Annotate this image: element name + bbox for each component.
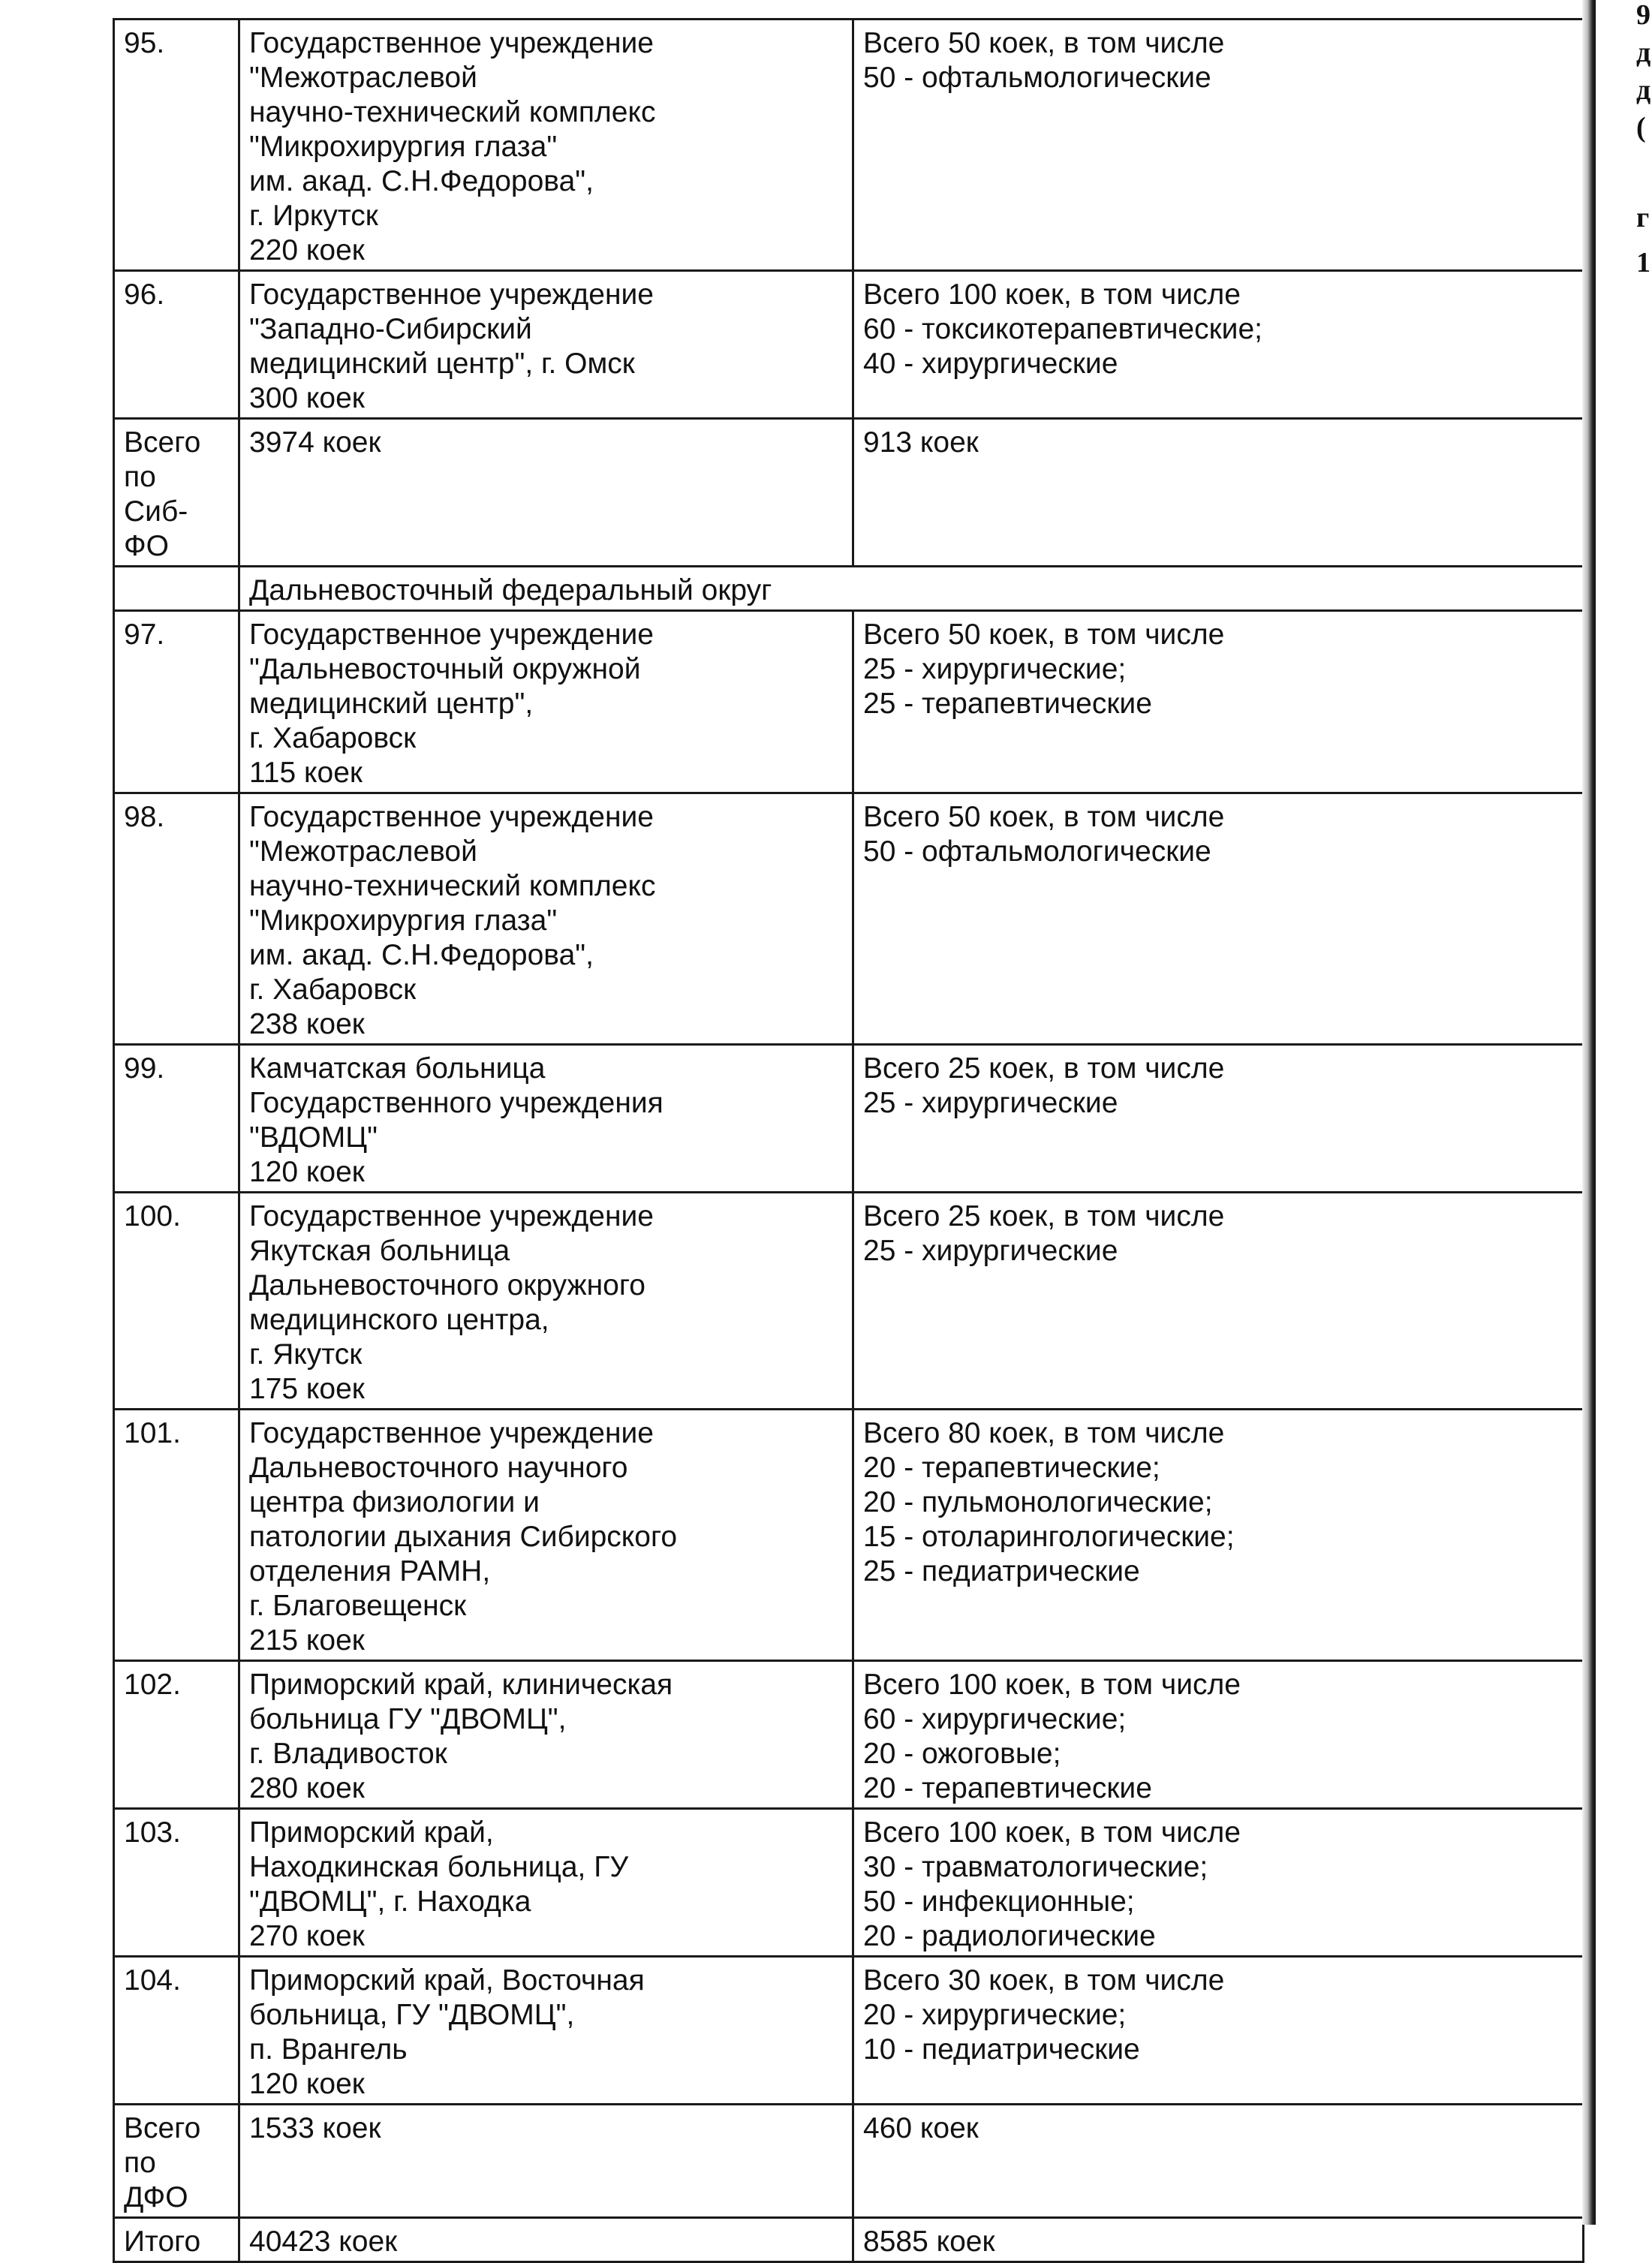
institution-cell: Государственное учреждение "Межотраслевой научно-технический комплекс "Микрохирургия глаза" им. акад. С.Н.Федорова", г. Хабаровск 238 коек — [239, 793, 853, 1045]
table-row — [114, 1045, 1584, 1193]
table-body — [114, 20, 1584, 2262]
beds-cell: Всего 50 коек, в том числе 25 - хирургические; 25 - терапевтические — [853, 611, 1584, 793]
row-number-cell — [114, 567, 239, 611]
institution-cell: Камчатская больница Государственного учреждения "ВДОМЦ" 120 коек — [239, 1045, 853, 1193]
row-number-cell: 96. — [114, 271, 239, 419]
beds-cell: Всего 25 коек, в том числе 25 - хирургические — [853, 1045, 1584, 1193]
row-number-cell: Всего по Сиб- ФО — [114, 419, 239, 567]
table-row — [114, 2218, 1584, 2262]
beds-cell: Всего 100 коек, в том числе 60 - токсикотерапевтические; 40 - хирургические — [853, 271, 1584, 419]
beds-cell: 913 коек — [853, 419, 1584, 567]
table-row — [114, 20, 1584, 271]
table-row — [114, 1193, 1584, 1410]
row-number-cell: Итого — [114, 2218, 239, 2262]
institution-cell: Государственное учреждение Якутская больница Дальневосточного окружного медицинского центра, г. Якутск 175 коек — [239, 1193, 853, 1410]
institution-cell: Приморский край, Восточная больница, ГУ "ДВОМЦ", п. Врангель 120 коек — [239, 1957, 853, 2105]
row-number-cell: Всего по ДФО — [114, 2105, 239, 2218]
row-number-cell: 103. — [114, 1809, 239, 1957]
table-row — [114, 1410, 1584, 1661]
institution-cell: Государственное учреждение "Межотраслевой научно-технический комплекс "Микрохирургия глаза" им. акад. С.Н.Федорова", г. Иркутск 220 коек — [239, 20, 853, 271]
institution-cell: 3974 коек — [239, 419, 853, 567]
table-row — [114, 1809, 1584, 1957]
edge-fragment: д — [1636, 74, 1651, 106]
institution-cell: 1533 коек — [239, 2105, 853, 2218]
row-number-cell: 97. — [114, 611, 239, 793]
beds-cell: Всего 80 коек, в том числе 20 - терапевтические; 20 - пульмонологические; 15 - отоларингологические; 25 - педиатрические — [853, 1410, 1584, 1661]
beds-cell: Всего 30 коек, в том числе 20 - хирургические; 10 - педиатрические — [853, 1957, 1584, 2105]
row-number-cell: 102. — [114, 1661, 239, 1809]
row-number-cell: 95. — [114, 20, 239, 271]
beds-cell: Всего 100 коек, в том числе 60 - хирургические; 20 - ожоговые; 20 - терапевтические — [853, 1661, 1584, 1809]
beds-cell: Всего 100 коек, в том числе 30 - травматологические; 50 - инфекционные; 20 - радиологические — [853, 1809, 1584, 1957]
beds-cell: Всего 50 коек, в том числе 50 - офтальмологические — [853, 793, 1584, 1045]
beds-cell: 8585 коек — [853, 2218, 1584, 2262]
row-number-cell: 100. — [114, 1193, 239, 1410]
institution-cell: Государственное учреждение "Западно-Сибирский медицинский центр", г. Омск 300 коек — [239, 271, 853, 419]
table-row — [114, 793, 1584, 1045]
table-row — [114, 1957, 1584, 2105]
institution-cell: Государственное учреждение Дальневосточного научного центра физиологии и патологии дыхания Сибирского отделения РАМН, г. Благовещенск 215 коек — [239, 1410, 853, 1661]
edge-fragment: г — [1636, 202, 1650, 233]
section-header-row — [114, 567, 1584, 611]
institution-cell: Приморский край, Находкинская больница, ГУ "ДВОМЦ", г. Находка 270 коек — [239, 1809, 853, 1957]
beds-cell: 460 коек — [853, 2105, 1584, 2218]
table-row — [114, 271, 1584, 419]
table-row — [114, 419, 1584, 567]
section-title: Дальневосточный федеральный округ — [239, 567, 1584, 611]
institution-cell: 40423 коек — [239, 2218, 853, 2262]
edge-fragment: 1 — [1636, 247, 1650, 278]
beds-cell: Всего 50 коек, в том числе 50 - офтальмологические — [853, 20, 1584, 271]
page-binding-shadow — [1582, 0, 1596, 2225]
edge-fragment: ( — [1636, 112, 1646, 143]
edge-fragment: 9 — [1636, 0, 1650, 31]
table-row — [114, 611, 1584, 793]
institution-cell: Государственное учреждение "Дальневосточный окружной медицинский центр", г. Хабаровск 115 коек — [239, 611, 853, 793]
beds-cell: Всего 25 коек, в том числе 25 - хирургические — [853, 1193, 1584, 1410]
adjacent-page-fragments — [1633, 0, 1652, 315]
row-number-cell: 101. — [114, 1410, 239, 1661]
table-row — [114, 1661, 1584, 1809]
row-number-cell: 99. — [114, 1045, 239, 1193]
table-row — [114, 2105, 1584, 2218]
hospital-beds-table — [113, 18, 1584, 2263]
edge-fragment: д — [1636, 37, 1651, 68]
row-number-cell: 98. — [114, 793, 239, 1045]
institution-cell: Приморский край, клиническая больница ГУ "ДВОМЦ", г. Владивосток 280 коек — [239, 1661, 853, 1809]
row-number-cell: 104. — [114, 1957, 239, 2105]
